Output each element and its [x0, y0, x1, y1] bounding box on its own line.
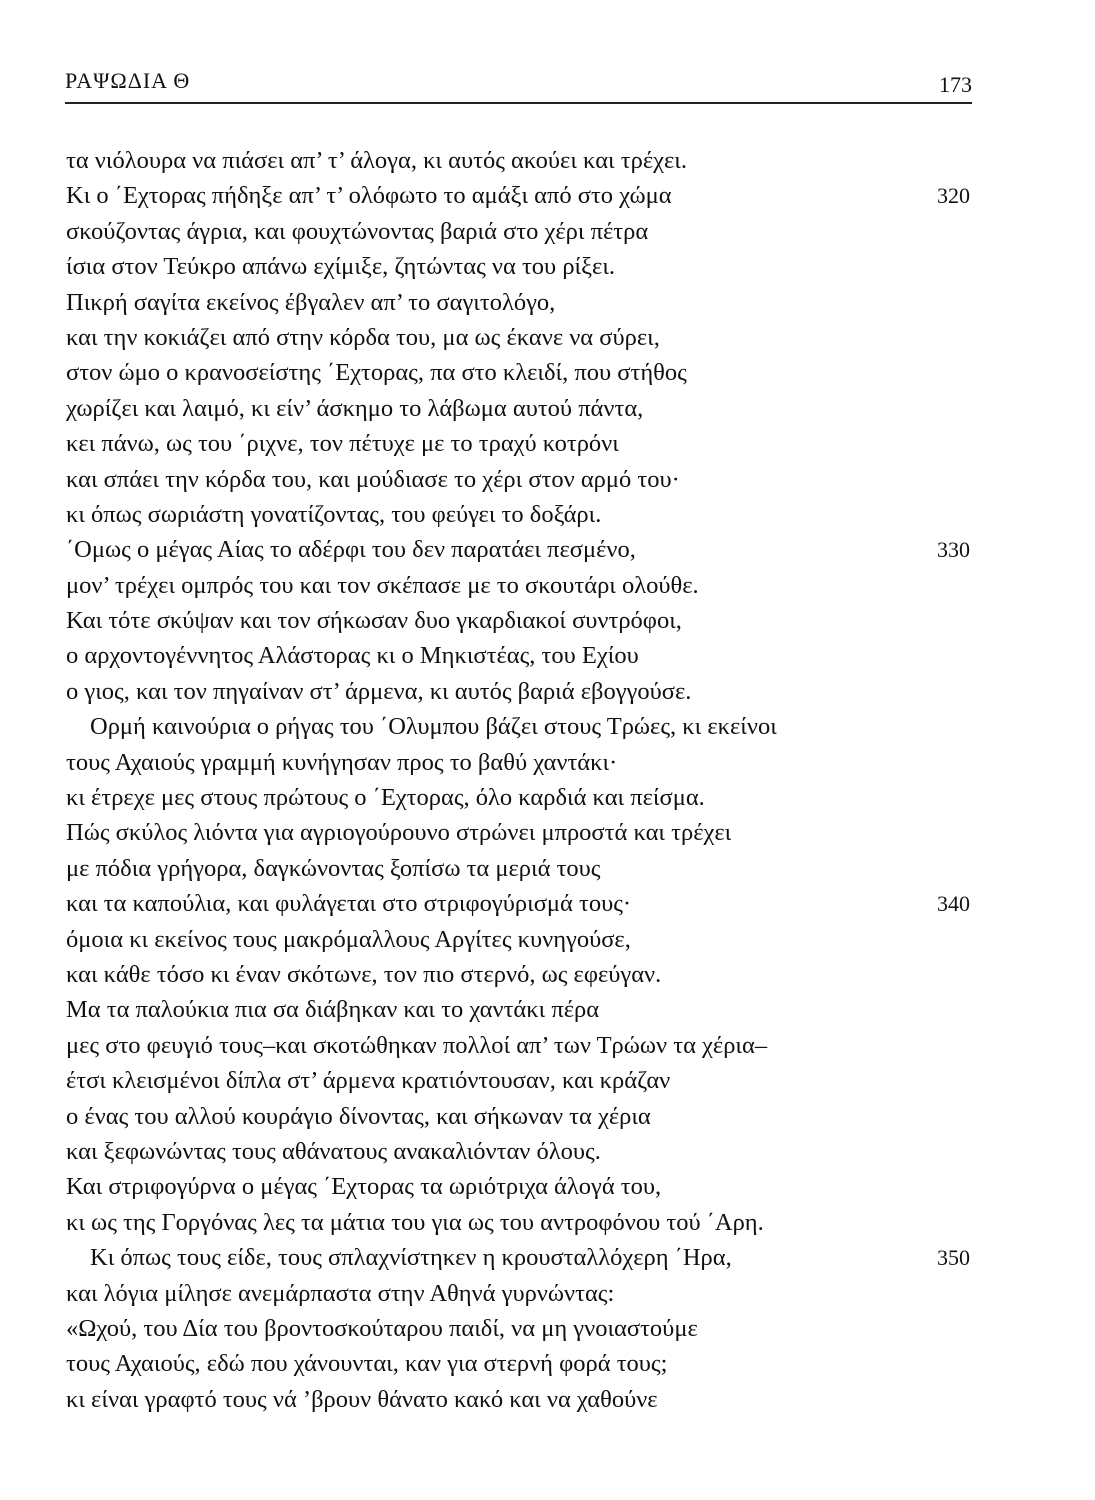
verse-line: [66, 1028, 972, 1063]
verse-text: κι έτρεχε μες στους πρώτους ο ΄Εχτορας, όλο καρδιά και πείσμα.: [66, 784, 705, 812]
verse-text: ο αρχοντογέννητος Αλάστορας κι ο Μηκιστέας, του Εχίου: [66, 642, 639, 670]
page-number: 173: [939, 72, 972, 97]
verse-text: σκούζοντας άγρια, και φουχτώνοντας βαριά στο χέρι πέτρα: [66, 217, 649, 245]
verse-text: με πόδια γρήγορα, δαγκώνοντας ξοπίσω τα μεριά τους: [66, 854, 601, 882]
verse-text: κι όπως σωριάστη γονατίζοντας, του φεύγει το δοξάρι.: [66, 500, 602, 528]
verse-line: [66, 1311, 972, 1346]
verse-text: στον ώμο ο κρανοσείστης ΄Εχτορας, πα στο κλειδί, που στήθος: [66, 359, 687, 387]
verse-line: [66, 1276, 972, 1311]
verse-text: Πώς σκύλος λιόντα για αγριογούρουνο στρώνει μπροστά και τρέχει: [66, 819, 732, 847]
verse-text: έτσι κλεισμένοι δίπλα στ’ άρμενα κρατιόντουσαν, και κράζαν: [66, 1067, 671, 1095]
verse-line: [66, 320, 972, 355]
verse-line: [66, 355, 972, 390]
verse-line: [66, 1240, 972, 1275]
verse-text: και ξεφωνώντας τους αθάνατους ανακαλιόνταν όλους.: [66, 1137, 601, 1165]
verse-line: [66, 1099, 972, 1134]
verse-line: [66, 745, 972, 780]
line-number: 350: [937, 1245, 970, 1271]
verse-text: τα νιόλουρα να πιάσει απ’ τ’ άλογα, κι αυτός ακούει και τρέχει.: [66, 147, 687, 174]
verse-line: [66, 285, 972, 320]
verse-line: [66, 780, 972, 815]
line-number: 320: [937, 183, 970, 209]
verse-line: [66, 992, 972, 1027]
verse-text: ο γιος, και τον πηγαίναν στ’ άρμενα, κι αυτός βαριά εβογγούσε.: [66, 677, 692, 705]
verse-line: [66, 674, 972, 709]
verse-text: Πικρή σαγίτα εκείνος έβγαλεν απ’ το σαγιτολόγο,: [66, 288, 556, 316]
verse-text: μον’ τρέχει ομπρός του και τον σκέπασε με το σκουτάρι ολούθε.: [66, 571, 699, 599]
verse-line: [66, 462, 972, 497]
line-number: 330: [937, 537, 970, 563]
verse-text: και λόγια μίλησε ανεμάρπαστα στην Αθηνά γυρνώντας:: [66, 1279, 615, 1307]
verse-line: [66, 568, 972, 603]
verse-line: [66, 249, 972, 284]
verse-line: [66, 603, 972, 638]
verse-text: Ορμή καινούρια ο ρήγας του ΄Ολυμπου βάζει στους Τρώες, κι εκείνοι: [90, 713, 777, 741]
verse-text: και σπάει την κόρδα του, και μούδιασε το χέρι στον αρμό του·: [66, 465, 680, 493]
verse-line: [66, 886, 972, 921]
verse-text: Και τότε σκύψαν και τον σήκωσαν δυο γκαρδιακοί συντρόφοι,: [66, 607, 682, 635]
verse-line: [66, 532, 972, 567]
verse-text: κι ως της Γοργόνας λες τα μάτια του για ως του αντροφόνου τού ΄Αρη.: [66, 1208, 764, 1236]
verse-text: και τα καπούλια, και φυλάγεται στο στριφογύρισμά τους·: [66, 890, 632, 918]
verse-line: [66, 497, 972, 532]
verse-text: Κι όπως τους είδε, τους σπλαχνίστηκεν η κρουσταλλόχερη ΄Ηρα,: [90, 1244, 732, 1272]
verse-line: [66, 178, 972, 213]
verse-line: [66, 922, 972, 957]
verse-text: ΄Ομως ο μέγας Αίας το αδέρφι του δεν παρατάει πεσμένο,: [66, 536, 636, 564]
verse-line: [66, 1346, 972, 1381]
verse-line: [66, 1205, 972, 1240]
poem-text: [66, 143, 972, 1417]
verse-line: [66, 214, 972, 249]
verse-line: [66, 709, 972, 744]
page-header: [65, 60, 972, 104]
verse-text: όμοια κι εκείνος τους μακρόμαλλους Αργίτες κυνηγούσε,: [66, 925, 631, 953]
line-number: 340: [937, 891, 970, 917]
verse-line: [66, 1134, 972, 1169]
verse-text: και κάθε τόσο κι έναν σκότωνε, τον πιο στερνό, ως εφεύγαν.: [66, 960, 662, 988]
verse-line: [66, 851, 972, 886]
verse-text: Μα τα παλούκια πια σα διάβηκαν και το χαντάκι πέρα: [66, 996, 600, 1024]
verse-text: τους Αχαιούς γραμμή κυνήγησαν προς το βαθύ χαντάκι·: [66, 748, 618, 776]
verse-text: Και στριφογύρνα ο μέγας ΄Εχτορας τα ωριότριχα άλογά του,: [66, 1173, 662, 1201]
verse-text: μες στο φευγιό τους–και σκοτώθηκαν πολλοί απ’ των Τρώων τα χέρια–: [66, 1031, 768, 1059]
verse-line: [66, 143, 972, 178]
verse-text: κει πάνω, ως του ΄ριχνε, τον πέτυχε με το τραχύ κοτρόνι: [66, 430, 619, 458]
verse-line: [66, 638, 972, 673]
verse-line: [66, 1382, 972, 1417]
verse-text: ίσια στον Τεύκρο απάνω εχίμιξε, ζητώντας να του ρίξει.: [66, 253, 616, 281]
verse-text: κι είναι γραφτό τους νά ’βρουν θάνατο κακό και να χαθούνε: [66, 1385, 658, 1413]
verse-text: και την κοκιάζει από στην κόρδα του, μα ως έκανε να σύρει,: [66, 323, 660, 351]
running-head: ΡΑΨΩΔΙΑ Θ: [65, 68, 191, 93]
verse-line: [66, 391, 972, 426]
verse-text: ο ένας του αλλού κουράγιο δίνοντας, και σήκωναν τα χέρια: [66, 1102, 651, 1130]
verse-text: «Ωχού, του Δία του βροντοσκούταρου παιδί, να μη γνοιαστούμε: [66, 1314, 698, 1342]
verse-text: Κι ο ΄Εχτορας πήδηξε απ’ τ’ ολόφωτο το αμάξι από στο χώμα: [66, 182, 672, 210]
verse-line: [66, 957, 972, 992]
verse-line: [66, 815, 972, 850]
verse-text: τους Αχαιούς, εδώ που χάνουνται, καν για στερνή φορά τους;: [66, 1350, 668, 1378]
verse-line: [66, 426, 972, 461]
verse-line: [66, 1063, 972, 1098]
verse-text: χωρίζει και λαιμό, κι είν’ άσκημο το λάβωμα αυτού πάντα,: [66, 394, 644, 422]
verse-line: [66, 1169, 972, 1204]
